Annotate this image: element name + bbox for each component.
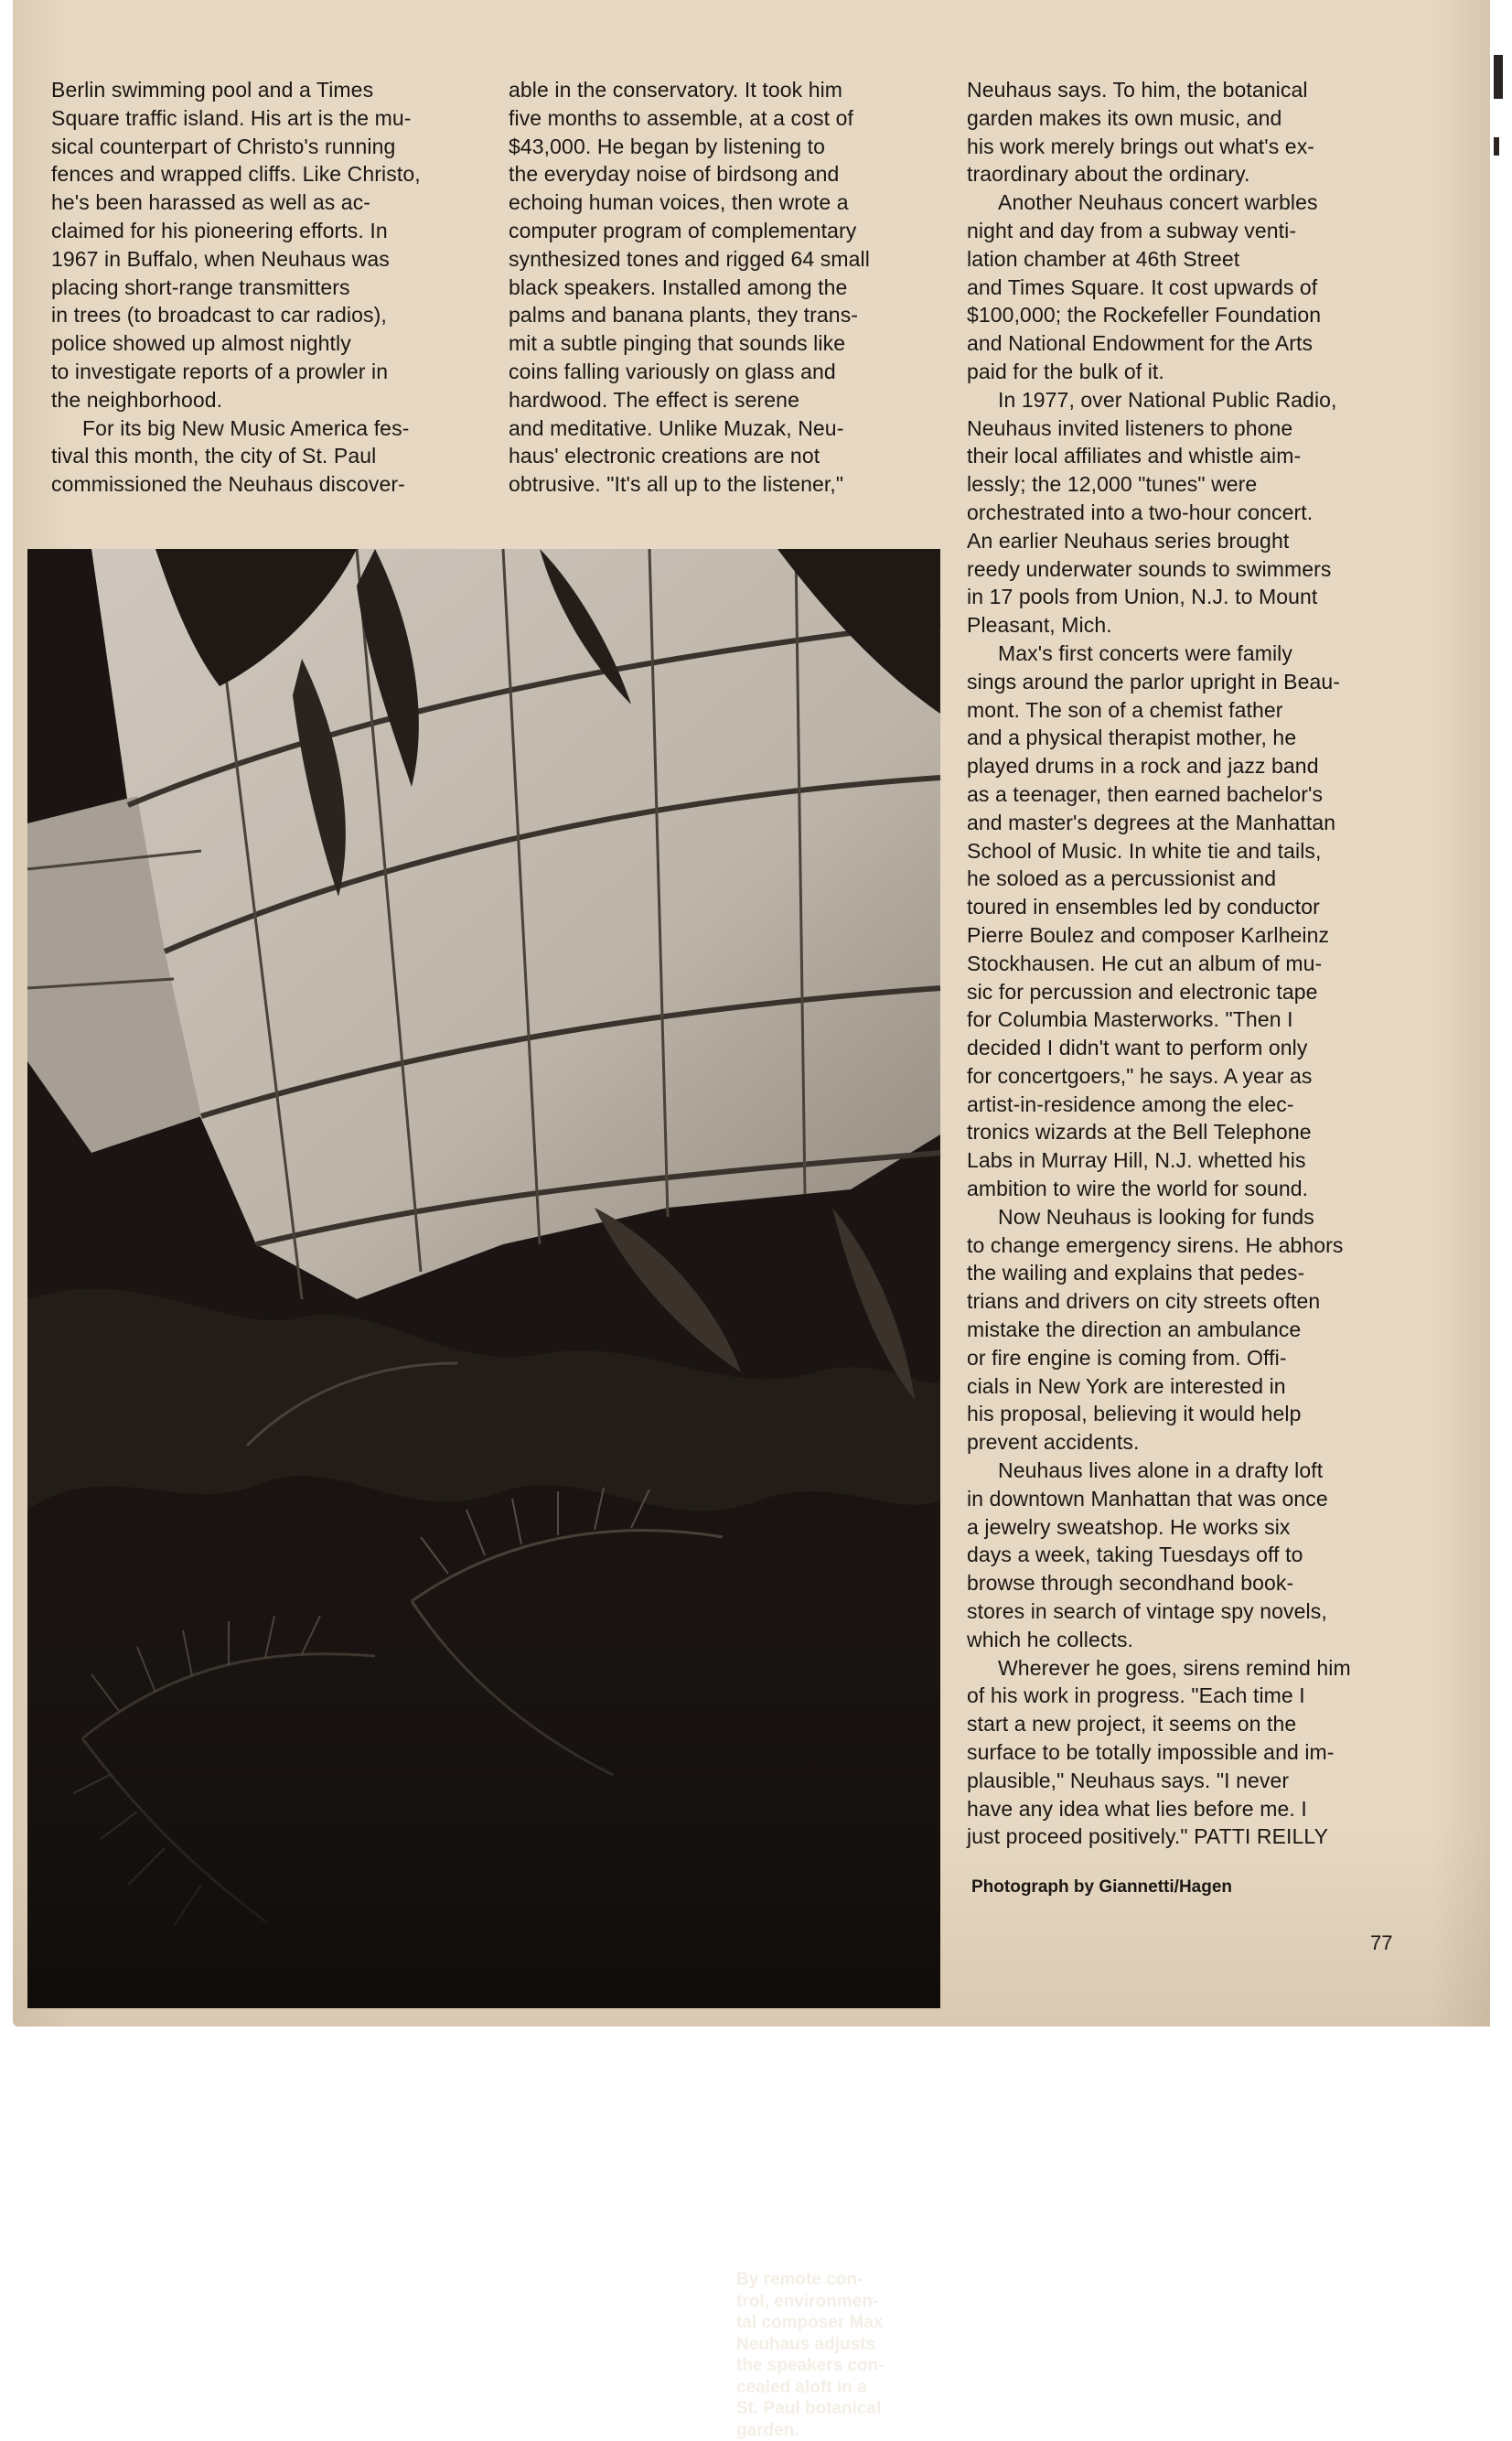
article-line: Neuhaus lives alone in a drafty loft bbox=[967, 1457, 1406, 1485]
article-line: just proceed positively." PATTI REILLY bbox=[967, 1823, 1406, 1851]
article-line: sic for percussion and electronic tape bbox=[967, 978, 1406, 1006]
article-line: palms and banana plants, they trans- bbox=[509, 301, 931, 329]
article-line: their local affiliates and whistle aim- bbox=[967, 442, 1406, 470]
article-line: lation chamber at 46th Street bbox=[967, 245, 1406, 274]
article-line: a jewelry sweatshop. He works six bbox=[967, 1513, 1406, 1542]
article-line: in downtown Manhattan that was once bbox=[967, 1485, 1406, 1513]
article-line: prevent accidents. bbox=[967, 1428, 1406, 1457]
article-line: in 17 pools from Union, N.J. to Mount bbox=[967, 583, 1406, 611]
article-line: mont. The son of a chemist father bbox=[967, 696, 1406, 725]
article-line: tival this month, the city of St. Paul bbox=[51, 442, 474, 470]
article-line: for Columbia Masterworks. "Then I bbox=[967, 1005, 1406, 1034]
photo-credit: Photograph by Giannetti/Hagen bbox=[971, 1877, 1232, 1898]
photo-caption bbox=[736, 2269, 928, 2441]
article-line: or fire engine is coming from. Offi- bbox=[967, 1344, 1406, 1372]
article-line: garden makes its own music, and bbox=[967, 104, 1406, 133]
article-line: toured in ensembles led by conductor bbox=[967, 893, 1406, 921]
article-line: stores in search of vintage spy novels, bbox=[967, 1597, 1406, 1626]
article-line: he soloed as a percussionist and bbox=[967, 865, 1406, 893]
article-line: in trees (to broadcast to car radios), bbox=[51, 301, 474, 329]
article-line: browse through secondhand book- bbox=[967, 1569, 1406, 1597]
article-line: for concertgoers," he says. A year as bbox=[967, 1062, 1406, 1091]
article-line: Labs in Murray Hill, N.J. whetted his bbox=[967, 1146, 1406, 1175]
article-line: In 1977, over National Public Radio, bbox=[967, 386, 1406, 414]
article-line: police showed up almost nightly bbox=[51, 329, 474, 358]
caption-line: tal composer Max bbox=[736, 2312, 928, 2334]
article-line: Pierre Boulez and composer Karlheinz bbox=[967, 921, 1406, 950]
caption-line: the speakers con- bbox=[736, 2355, 928, 2377]
article-column-2 bbox=[509, 76, 931, 499]
article-line: haus' electronic creations are not bbox=[509, 442, 931, 470]
article-line: Berlin swimming pool and a Times bbox=[51, 76, 474, 104]
article-line: have any idea what lies before me. I bbox=[967, 1795, 1406, 1823]
caption-line: Neuhaus adjusts bbox=[736, 2334, 928, 2356]
article-line: start a new project, it seems on the bbox=[967, 1710, 1406, 1738]
article-line: fences and wrapped cliffs. Like Christo, bbox=[51, 160, 474, 188]
article-line: traordinary about the ordinary. bbox=[967, 160, 1406, 188]
article-line: Square traffic island. His art is the mu- bbox=[51, 104, 474, 133]
article-line: echoing human voices, then wrote a bbox=[509, 188, 931, 217]
article-line: tronics wizards at the Bell Telephone bbox=[967, 1118, 1406, 1146]
article-line: School of Music. In white tie and tails, bbox=[967, 837, 1406, 866]
article-line: Now Neuhaus is looking for funds bbox=[967, 1203, 1406, 1231]
article-line: his proposal, believing it would help bbox=[967, 1400, 1406, 1428]
article-line: and master's degrees at the Manhattan bbox=[967, 809, 1406, 837]
article-line: Wherever he goes, sirens remind him bbox=[967, 1654, 1406, 1683]
article-line: orchestrated into a two-hour concert. bbox=[967, 499, 1406, 527]
article-line: decided I didn't want to perform only bbox=[967, 1034, 1406, 1062]
article-line: to change emergency sirens. He abhors bbox=[967, 1231, 1406, 1260]
article-line: and meditative. Unlike Muzak, Neu- bbox=[509, 414, 931, 443]
article-line: plausible," Neuhaus says. "I never bbox=[967, 1767, 1406, 1795]
article-line: coins falling variously on glass and bbox=[509, 358, 931, 386]
article-line: sical counterpart of Christo's running bbox=[51, 133, 474, 161]
article-line: days a week, taking Tuesdays off to bbox=[967, 1541, 1406, 1569]
article-line: Neuhaus invited listeners to phone bbox=[967, 414, 1406, 443]
article-line: 1967 in Buffalo, when Neuhaus was bbox=[51, 245, 474, 274]
article-line: the wailing and explains that pedes- bbox=[967, 1259, 1406, 1287]
article-line: and National Endowment for the Arts bbox=[967, 329, 1406, 358]
article-line: ambition to wire the world for sound. bbox=[967, 1175, 1406, 1203]
article-line: $43,000. He began by listening to bbox=[509, 133, 931, 161]
article-line: computer program of complementary bbox=[509, 217, 931, 245]
caption-line: trol, environmen- bbox=[736, 2291, 928, 2313]
article-line: to investigate reports of a prowler in bbox=[51, 358, 474, 386]
caption-line: cealed aloft in a bbox=[736, 2377, 928, 2399]
article-line: Neuhaus says. To him, the botanical bbox=[967, 76, 1406, 104]
article-line: trians and drivers on city streets often bbox=[967, 1287, 1406, 1316]
article-line: lessly; the 12,000 "tunes" were bbox=[967, 470, 1406, 499]
article-line: he's been harassed as well as ac- bbox=[51, 188, 474, 217]
caption-line: garden. bbox=[736, 2420, 928, 2441]
article-line: Stockhausen. He cut an album of mu- bbox=[967, 950, 1406, 978]
binding-mark bbox=[1494, 55, 1503, 99]
article-line: sings around the parlor upright in Beau- bbox=[967, 668, 1406, 696]
article-line: For its big New Music America fes- bbox=[51, 414, 474, 443]
article-line: black speakers. Installed among the bbox=[509, 274, 931, 302]
caption-line: By remote con- bbox=[736, 2269, 928, 2291]
article-line: surface to be totally impossible and im- bbox=[967, 1738, 1406, 1767]
page-number: 77 bbox=[1370, 1931, 1392, 1955]
conservatory-photograph bbox=[27, 549, 940, 2008]
article-line: the neighborhood. bbox=[51, 386, 474, 414]
caption-line: St. Paul botanical bbox=[736, 2398, 928, 2420]
article-line: cials in New York are interested in bbox=[967, 1372, 1406, 1401]
article-line: commissioned the Neuhaus discover- bbox=[51, 470, 474, 499]
article-line: hardwood. The effect is serene bbox=[509, 386, 931, 414]
article-line: reedy underwater sounds to swimmers bbox=[967, 555, 1406, 584]
binding-mark bbox=[1494, 137, 1499, 156]
article-line: played drums in a rock and jazz band bbox=[967, 752, 1406, 780]
article-line: placing short-range transmitters bbox=[51, 274, 474, 302]
article-line: mistake the direction an ambulance bbox=[967, 1316, 1406, 1344]
article-line: synthesized tones and rigged 64 small bbox=[509, 245, 931, 274]
article-line: artist-in-residence among the elec- bbox=[967, 1091, 1406, 1119]
article-line: obtrusive. "It's all up to the listener," bbox=[509, 470, 931, 499]
article-line: Another Neuhaus concert warbles bbox=[967, 188, 1406, 217]
article-line: the everyday noise of birdsong and bbox=[509, 160, 931, 188]
article-line: claimed for his pioneering efforts. In bbox=[51, 217, 474, 245]
article-line: night and day from a subway venti- bbox=[967, 217, 1406, 245]
article-line: which he collects. bbox=[967, 1626, 1406, 1654]
article-line: five months to assemble, at a cost of bbox=[509, 104, 931, 133]
article-line: as a teenager, then earned bachelor's bbox=[967, 780, 1406, 809]
article-line: mit a subtle pinging that sounds like bbox=[509, 329, 931, 358]
article-line: able in the conservatory. It took him bbox=[509, 76, 931, 104]
article-line: and a physical therapist mother, he bbox=[967, 724, 1406, 752]
article-line: of his work in progress. "Each time I bbox=[967, 1682, 1406, 1710]
article-line: his work merely brings out what's ex- bbox=[967, 133, 1406, 161]
article-line: paid for the bulk of it. bbox=[967, 358, 1406, 386]
article-line: and Times Square. It cost upwards of bbox=[967, 274, 1406, 302]
article-line: An earlier Neuhaus series brought bbox=[967, 527, 1406, 555]
article-line: Pleasant, Mich. bbox=[967, 611, 1406, 640]
article-column-3 bbox=[967, 76, 1406, 1851]
article-line: Max's first concerts were family bbox=[967, 640, 1406, 668]
article-line: $100,000; the Rockefeller Foundation bbox=[967, 301, 1406, 329]
article-column-1 bbox=[51, 76, 474, 499]
